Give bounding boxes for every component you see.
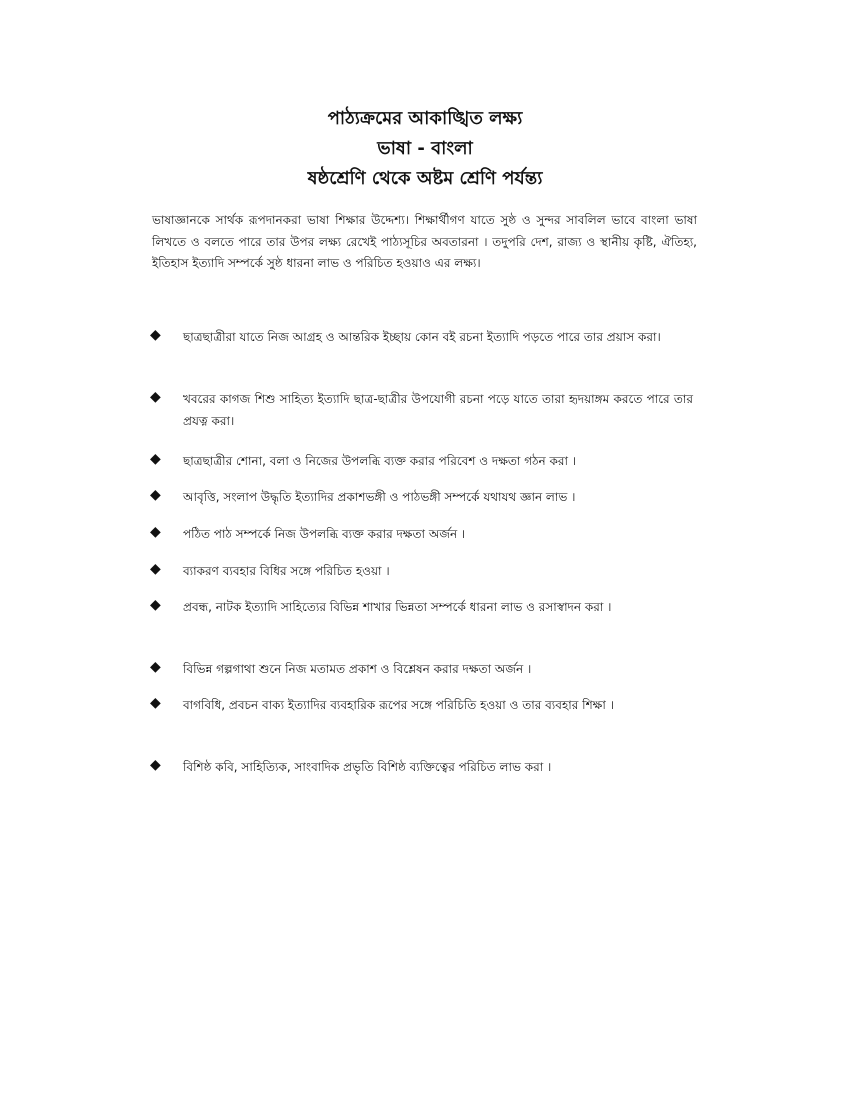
- diamond-bullet-icon: ◆: [150, 695, 161, 711]
- goal-text: খবরের কাগজ শিশু সাহিত্য ইত্যাদি ছাত্র-ছাত্রীর উপযোগী রচনা পড়ে যাতে তারা হৃদয়াঙ্গম করতে পারে তার প্রযত্ন করা।: [183, 392, 693, 428]
- class-range-title: ষষ্ঠশ্রেণি থেকে অষ্টম শ্রেণি পর্যন্ত্য: [307, 168, 543, 189]
- diamond-bullet-icon: ◆: [150, 597, 161, 613]
- goal-text: বিশিষ্ঠ কবি, সাহিত্যিক, সাংবাদিক প্রভৃতি বিশিষ্ঠ ব্যক্তিত্বের পরিচিত লাভ করা ।: [183, 760, 552, 774]
- diamond-bullet-icon: ◆: [150, 451, 161, 467]
- goal-text: ব্যাকরণ ব্যবহার বিধির সঙ্গে পরিচিত হওয়া ।: [183, 564, 390, 578]
- goal-text: বিভিন্ন গল্পগাথা শুনে নিজ মতামত প্রকাশ ও বিশ্লেষন করার দক্ষতা অর্জন ।: [183, 662, 532, 676]
- intro-paragraph: ভাষাজ্ঞানকে সার্থক রূপদানকরা ভাষা শিক্ষার উদ্দেশ্য। শিক্ষার্থীগণ যাতে সুষ্ঠ ও সুন্দর সাবলিল ভাবে বাংলা ভাষা লিখতে ও বলতে পারে তার উপর লক্ষ্য রেখেই পাঠ্যসূচির অবতারনা । তদুপরি দেশ, রাজ্য ও স্থানীয় কৃষ্টি, ঐতিহ্য, ইতিহাস ইত্যাদি সম্পর্কে সুষ্ঠ ধারনা লাভ ও পরিচিত হওয়াও এর লক্ষ্য।: [152, 213, 697, 270]
- goal-text: বাগবিধি, প্রবচন বাক্য ইত্যাদির ব্যবহারিক রূপের সঙ্গে পরিচিতি হওয়া ও তার ব্যবহার শিক্ষা ।: [183, 698, 614, 712]
- diamond-bullet-icon: ◆: [150, 561, 161, 577]
- goal-text: পঠিত পাঠ সম্পর্কে নিজ উপলব্ধি ব্যক্ত করার দক্ষতা অর্জন ।: [183, 527, 466, 541]
- diamond-bullet-icon: ◆: [150, 389, 161, 405]
- diamond-bullet-icon: ◆: [150, 757, 161, 773]
- document-title-block: [0, 104, 850, 194]
- goal-text: ছাত্রছাত্রীর শোনা, বলা ও নিজের উপলব্ধি ব্যক্ত করার পরিবেশ ও দক্ষতা গঠন করা ।: [183, 454, 577, 468]
- goal-text: প্রবন্ধ, নাটক ইত্যাদি সাহিত্যের বিভিন্ন শাখার ভিন্নতা সম্পর্কে ধারনা লাভ ও রসাস্বাদন করা ।: [183, 600, 612, 614]
- document-title: পাঠ্যক্রমের আকাঙ্খিত লক্ষ্য: [327, 108, 523, 129]
- diamond-bullet-icon: ◆: [150, 327, 161, 343]
- subject-title: ভাষা - বাংলা: [377, 138, 473, 159]
- diamond-bullet-icon: ◆: [150, 487, 161, 503]
- goal-text: ছাত্রছাত্রীরা যাতে নিজ আগ্রহ ও আন্তরিক ইচ্ছায় কোন বই রচনা ইত্যাদি পড়তে পারে তার প্রয়াস করা।: [183, 330, 661, 344]
- diamond-bullet-icon: ◆: [150, 659, 161, 675]
- diamond-bullet-icon: ◆: [150, 524, 161, 540]
- goal-text: আবৃত্তি, সংলাপ উদ্ধৃতি ইত্যাদির প্রকাশভঙ্গী ও পাঠভঙ্গী সম্পর্কে যথাযথ জ্ঞান লাভ ।: [183, 490, 576, 504]
